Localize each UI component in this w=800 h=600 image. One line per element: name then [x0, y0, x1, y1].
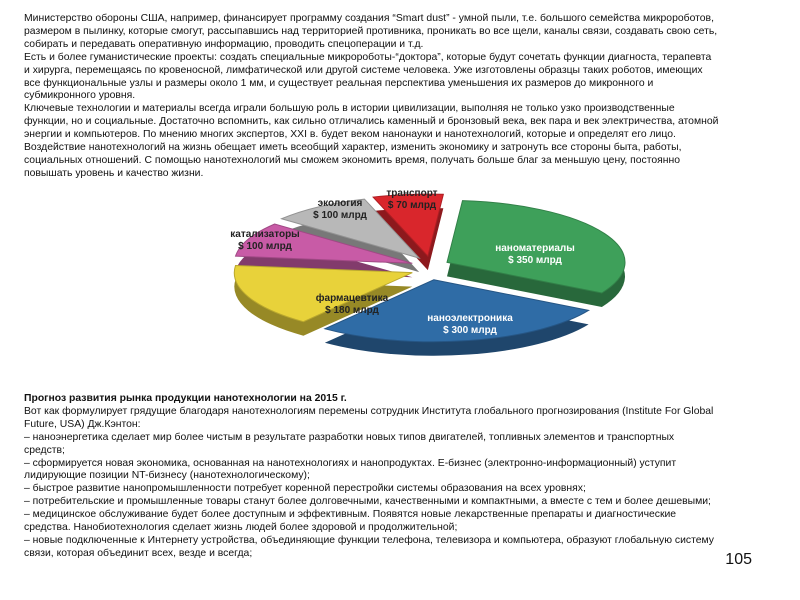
forecast-line: – быстрое развитие нанопромышленности потребует коренной перестройки системы образования на всех уровнях; [24, 483, 586, 495]
intro-line: Есть и более гуманистические проекты: создать специальные микророботы-“доктора”, которые будут сочетать функции диагноста, терапевта [24, 51, 712, 63]
forecast-body [24, 406, 776, 561]
forecast-section [24, 393, 776, 561]
forecast-line: связи, которая объединит всех, везде и всегда; [24, 547, 253, 559]
slice-name-label: наноэлектроника [427, 313, 513, 324]
slice-value-label: $ 100 млрд [313, 210, 367, 221]
forecast-title: Прогноз развития рынка продукции нанотехнологии на 2015 г. [24, 393, 347, 404]
forecast-line: – новые подключенные к Интернету устройства, объединяющие функции телефона, телевизора и компьютера, образуют глобальную систему [24, 534, 714, 546]
forecast-line: лидирующие позиции NT-бизнесу (нанотехнологическому); [24, 470, 310, 482]
slice-name-label: транспорт [386, 188, 438, 199]
intro-line: все функциональные узлы и размеры около 1 мм, и существует реальная перспектива уменьшения их размеров до микронного и [24, 77, 654, 89]
slice-name-label: катализаторы [230, 229, 300, 240]
forecast-line: Future, USA) Дж.Кэнтон: [24, 418, 141, 430]
forecast-line: – сформируется новая экономика, основанная на нанотехнологиях и нанопродуктах. Е-бизнес (электронно-информационный) уступит [24, 457, 677, 469]
forecast-line: Вот как формулирует грядущие благодаря нанотехнологиям перемены сотрудник Института глобального прогнозирования (Institute For Global [24, 405, 714, 417]
slice-value-label: $ 100 млрд [238, 241, 292, 252]
forecast-line: средства. Нанобиотехнология сделает жизнь людей более здоровой и продолжительной; [24, 522, 458, 534]
intro-line: и хирурга, перемещаясь по кровеносной, лимфатической или другой системе человека. Уже изготовлены образцы таких роботов, имеющих [24, 64, 703, 76]
slice-name-label: фармацевтика [315, 293, 389, 304]
slice-name-label: наноматериалы [495, 243, 575, 254]
intro-line: Воздействие нанотехнологий на жизнь обещает иметь всеобщий характер, изменить экономику и затронуть все стороны быта, работы, [24, 142, 682, 154]
slice-value-label: $ 180 млрд [325, 305, 379, 316]
slice-name-label: экология [317, 198, 363, 209]
intro-line: субмикронного уровня. [24, 90, 136, 102]
intro-line: социальных отношений. С помощью нанотехнологий мы сможем экономить время, получать больше благ за меньшую цену, постоянно [24, 154, 681, 166]
forecast-line: – наноэнергетика сделает мир более чистым в результате разработки новых типов двигателей, топливных элементов и транспортных [24, 431, 675, 443]
intro-line: функции, но и социальные. Достаточно вспомнить, как сильно отличались каменный и бронзовый века, век пара и век электричества, атомной [24, 116, 719, 128]
forecast-line: средств; [24, 444, 65, 456]
intro-line: Ключевые технологии и материалы всегда играли большую роль в истории цивилизации, выполняя не только узко производственные [24, 103, 675, 115]
slice-value-label: $ 70 млрд [387, 200, 437, 211]
page-number: 105 [725, 551, 752, 568]
forecast-line: – медицинское обслуживание будет более доступным и эффективным. Появятся новые лекарственные препараты и диагностические [24, 509, 677, 521]
slice-value-label: $ 350 млрд [508, 255, 562, 266]
forecast-line: – потребительские и промышленные товары станут более долговечными, качественными и компактными, а вместе с тем и более дешевыми; [24, 496, 711, 508]
intro-line: собирать и передавать оперативную информацию, проводить спецоперации и т.д. [24, 38, 424, 50]
intro-line: повышать уровень и качество жизни. [24, 167, 204, 179]
intro-line: размером в пылинку, которые смогут, рассыпавшись над территорией противника, проникать во все щели, каналы связи, создавать свою сеть, [24, 25, 718, 37]
intro-line: энергии и компьютеров. По мнению многих экспертов, XXI в. будет веком нанонауки и нанотехнологий, которые и определят его лицо. [24, 129, 676, 141]
slice-value-label: $ 300 млрд [443, 325, 497, 336]
intro-line: Министерство обороны США, например, финансирует программу создания “Smart dust” - умной пыли, т.е. большого семейства микророботов, [24, 13, 714, 24]
